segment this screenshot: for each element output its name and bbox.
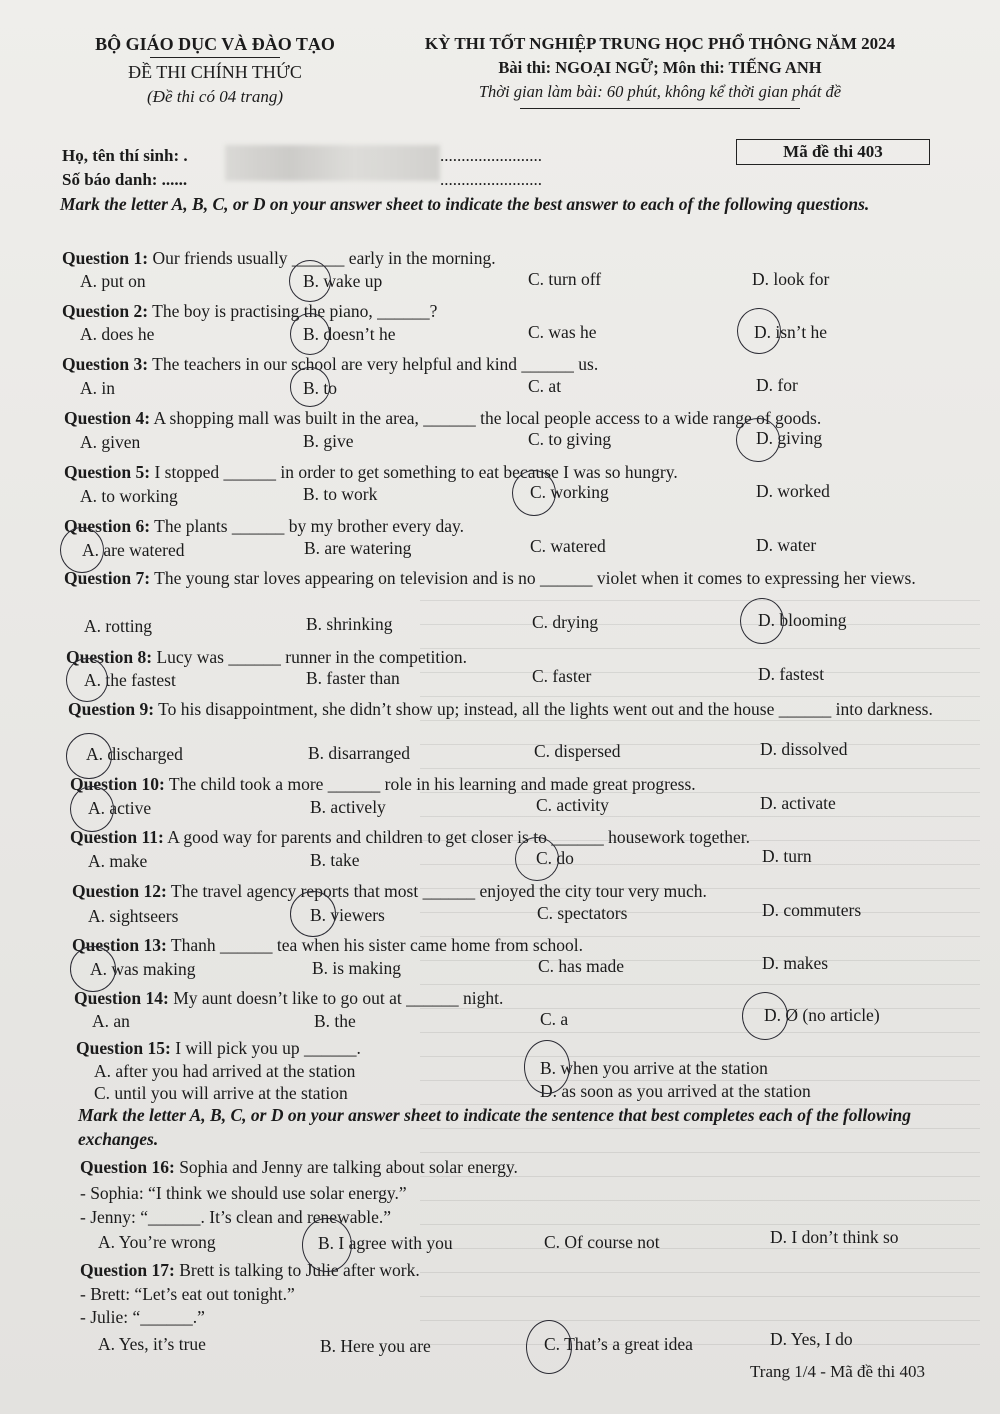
dialogue-line: - Julie: “______.”	[80, 1307, 205, 1327]
option-a[interactable]: A. rotting	[84, 616, 153, 636]
question-8	[66, 646, 467, 669]
ministry-header	[60, 34, 370, 107]
question-2	[62, 300, 437, 323]
option-b[interactable]: B. wake up	[303, 271, 383, 291]
question-7	[64, 567, 958, 590]
question-text: I will pick you up ______.	[175, 1038, 361, 1058]
question-9	[68, 698, 958, 721]
answer-circle-mark	[737, 308, 781, 354]
question-label: Question 14:	[74, 988, 169, 1008]
answer-circle-mark	[515, 837, 559, 881]
option-a[interactable]: A. sightseers	[88, 906, 179, 926]
exam-code-box: Mã đề thi 403	[736, 139, 930, 165]
question-label: Question 17:	[80, 1260, 175, 1280]
option-b[interactable]: B. faster than	[306, 668, 400, 688]
candidate-dots	[440, 144, 542, 192]
answer-circle-mark	[736, 418, 780, 462]
option-b[interactable]: B. doesn’t he	[303, 324, 396, 344]
answer-circle-mark	[70, 946, 116, 992]
option-b[interactable]: B. Here you are	[320, 1336, 431, 1356]
option-d[interactable]: D. water	[756, 535, 817, 555]
option-c[interactable]: C. do	[536, 848, 574, 868]
option-a[interactable]: A. given	[80, 432, 141, 452]
candidate-id-label: Số báo danh: ......	[62, 170, 188, 189]
option-a[interactable]: A. was making	[90, 959, 196, 979]
question-text: A good way for parents and children to get closer is to ______ housework together.	[167, 827, 750, 847]
answer-circle-mark	[742, 992, 788, 1040]
candidate-name-label: Họ, tên thí sinh: .	[62, 146, 188, 165]
option-c[interactable]: C. was he	[528, 322, 597, 342]
option-c[interactable]: C. activity	[536, 795, 609, 815]
question-text: The teachers in our school are very helpful and kind ______ us.	[152, 354, 599, 374]
question-12	[72, 880, 707, 903]
question-text: Thanh ______ tea when his sister came home from school.	[170, 935, 583, 955]
header-rule-right	[520, 108, 800, 109]
option-c[interactable]: C. dispersed	[534, 741, 621, 761]
option-c[interactable]: C. faster	[532, 666, 592, 686]
option-a[interactable]: A. Yes, it’s true	[98, 1334, 206, 1354]
question-label: Question 16:	[80, 1157, 175, 1177]
instructions-part1: Mark the letter A, B, C, or D on your answer sheet to indicate the best answer to each of the following questions.	[60, 194, 870, 214]
dialogue-line: - Jenny: “______. It’s clean and renewable.”	[80, 1207, 391, 1227]
answer-circle-mark	[302, 1218, 352, 1272]
question-label: Question 11:	[70, 827, 164, 847]
option-b[interactable]: B. are watering	[304, 538, 412, 558]
answer-circle-mark	[740, 598, 784, 644]
option-a[interactable]: A. in	[80, 378, 115, 398]
option-d[interactable]: D. activate	[760, 793, 836, 813]
question-14	[74, 987, 503, 1010]
option-c[interactable]: C. a	[540, 1009, 569, 1029]
option-a[interactable]: A. put on	[80, 271, 146, 291]
answer-circle-mark	[526, 1320, 572, 1374]
question-label: Question 9:	[68, 699, 155, 719]
option-d[interactable]: D. fastest	[758, 664, 825, 684]
question-16	[80, 1156, 518, 1179]
option-c[interactable]: C. watered	[530, 536, 606, 556]
option-b[interactable]: B. is making	[312, 958, 401, 978]
question-text: Lucy was ______ runner in the competition.	[156, 647, 467, 667]
question-15	[76, 1037, 361, 1060]
redacted-name	[225, 145, 440, 181]
option-b[interactable]: B. viewers	[310, 905, 385, 925]
option-c[interactable]: C. spectators	[537, 903, 628, 923]
question-label: Question 3:	[62, 354, 149, 374]
question-text: The plants ______ by my brother every day.	[154, 516, 465, 536]
question-3	[62, 353, 598, 376]
question-label: Question 6:	[64, 516, 151, 536]
option-a[interactable]: A. after you had arrived at the station	[94, 1061, 356, 1081]
instructions-part2: Mark the letter A, B, C, or D on your answer sheet to indicate the sentence that best completes each of the following exchanges.	[78, 1105, 912, 1149]
exam-time: Thời gian làm bài: 60 phút, không kể thời gian phát đề	[478, 82, 842, 101]
dialogue-line: - Sophia: “I think we should use solar energy.”	[80, 1183, 407, 1203]
option-c[interactable]: C. to giving	[528, 429, 612, 449]
answer-circle-mark	[290, 313, 330, 355]
question-label: Question 13:	[72, 935, 167, 955]
option-d[interactable]: D. I don’t think so	[770, 1227, 899, 1247]
option-c[interactable]: C. at	[528, 376, 562, 396]
name-dots: ........................	[440, 146, 542, 165]
option-d[interactable]: D. makes	[762, 953, 829, 973]
question-label: Question 4:	[64, 408, 151, 428]
option-b[interactable]: B. disarranged	[308, 743, 411, 763]
option-d[interactable]: D. as soon as you arrived at the station	[540, 1081, 811, 1101]
question-text: The child took a more ______ role in his learning and made great progress.	[168, 774, 696, 794]
question-text: The travel agency reports that most ______ enjoyed the city tour very much.	[170, 881, 707, 901]
option-a[interactable]: A. an	[92, 1011, 130, 1031]
question-label: Question 1:	[62, 248, 149, 268]
question-text: Brett is talking to Julie after work.	[179, 1260, 420, 1280]
answer-circle-mark	[60, 527, 104, 573]
option-b[interactable]: B. shrinking	[306, 614, 393, 634]
question-text: My aunt doesn’t like to go out at ______ night.	[173, 988, 504, 1008]
header-rule	[150, 57, 280, 58]
question-text: To his disappointment, she didn’t show up; instead, all the lights went out and the house ______ into darkness.	[158, 699, 933, 719]
answer-circle-mark	[524, 1040, 570, 1094]
answer-circle-mark	[66, 658, 108, 702]
answer-circle-mark	[289, 260, 331, 302]
question-11	[70, 826, 750, 849]
candidate-info	[62, 144, 188, 192]
option-a[interactable]: A. discharged	[86, 744, 183, 764]
option-a[interactable]: A. active	[88, 798, 152, 818]
question-text: The young star loves appearing on television and is no ______ violet when it comes to expressing her views.	[154, 568, 916, 588]
question-1	[62, 247, 496, 270]
question-label: Question 7:	[64, 568, 151, 588]
option-c[interactable]: C. turn off	[528, 269, 602, 289]
option-b[interactable]: B. the	[314, 1011, 356, 1031]
option-b[interactable]: B. give	[303, 431, 354, 451]
id-dots: ........................	[440, 170, 542, 189]
option-c[interactable]: C. drying	[532, 612, 599, 632]
option-b[interactable]: B. actively	[310, 797, 386, 817]
ministry-name: BỘ GIÁO DỤC VÀ ĐÀO TẠO	[95, 34, 335, 54]
question-label: Question 15:	[76, 1038, 171, 1058]
question-label: Question 10:	[70, 774, 165, 794]
question-label: Question 5:	[64, 462, 151, 482]
question-label: Question 12:	[72, 881, 167, 901]
answer-circle-mark	[70, 786, 114, 832]
option-d[interactable]: D. dissolved	[760, 739, 848, 759]
option-d[interactable]: D. commuters	[762, 900, 862, 920]
option-c[interactable]: C. has made	[538, 956, 625, 976]
option-c[interactable]: C. until you will arrive at the station	[94, 1083, 348, 1103]
option-a[interactable]: A. does he	[80, 324, 155, 344]
answer-circle-mark	[290, 367, 330, 407]
answer-circle-mark	[290, 891, 336, 937]
exam-title: KỲ THI TỐT NGHIỆP TRUNG HỌC PHỔ THÔNG NĂM 2024	[424, 34, 896, 53]
question-4	[64, 407, 821, 430]
option-a[interactable]: A. make	[88, 851, 148, 871]
exam-subject: Bài thi: NGOẠI NGỮ; Môn thi: TIẾNG ANH	[498, 58, 822, 77]
question-13	[72, 934, 583, 957]
question-label: Question 8:	[66, 647, 153, 667]
option-b[interactable]: B. I agree with you	[318, 1233, 453, 1253]
option-a[interactable]: A. are watered	[82, 540, 185, 560]
question-text: A shopping mall was built in the area, ______ the local people access to a wide range of goods.	[153, 408, 822, 428]
page-footer: Trang 1/4 - Mã đề thi 403	[750, 1362, 926, 1381]
answer-circle-mark	[512, 470, 556, 516]
option-d[interactable]: D. Ø (no article)	[764, 1005, 880, 1025]
option-c[interactable]: C. Of course not	[544, 1232, 660, 1252]
option-d[interactable]: D. turn	[762, 846, 812, 866]
question-text: Sophia and Jenny are talking about solar energy.	[179, 1157, 518, 1177]
option-b[interactable]: B. to	[303, 378, 338, 398]
option-a[interactable]: A. the fastest	[84, 670, 176, 690]
option-d[interactable]: D. blooming	[758, 610, 847, 630]
question-10	[70, 773, 696, 796]
option-b[interactable]: B. to work	[303, 484, 378, 504]
option-d[interactable]: D. giving	[756, 428, 823, 448]
option-a[interactable]: A. to working	[80, 486, 178, 506]
dialogue-line: - Brett: “Let’s eat out tonight.”	[80, 1284, 295, 1304]
question-text: Our friends usually ______ early in the morning.	[152, 248, 496, 268]
question-text: The boy is practising the piano, ______?	[152, 301, 438, 321]
option-d[interactable]: D. worked	[756, 481, 830, 501]
option-d[interactable]: D. for	[756, 375, 798, 395]
option-b[interactable]: B. when you arrive at the station	[540, 1058, 768, 1078]
page-count: (Đề thi có 04 trang)	[147, 87, 283, 106]
option-c[interactable]: C. working	[530, 482, 609, 502]
option-d[interactable]: D. Yes, I do	[770, 1329, 853, 1349]
option-b[interactable]: B. take	[310, 850, 360, 870]
option-d[interactable]: D. isn’t he	[754, 322, 828, 342]
option-d[interactable]: D. look for	[752, 269, 830, 289]
answer-circle-mark	[66, 733, 112, 779]
exam-header	[395, 34, 925, 109]
option-c[interactable]: C. That’s a great idea	[544, 1334, 693, 1354]
question-text: I stopped ______ in order to get something to eat because I was so hungry.	[154, 462, 678, 482]
option-a[interactable]: A. You’re wrong	[98, 1232, 216, 1252]
official-label: ĐỀ THI CHÍNH THỨC	[128, 62, 302, 82]
question-label: Question 2:	[62, 301, 149, 321]
question-17	[80, 1259, 420, 1282]
question-6	[64, 515, 464, 538]
